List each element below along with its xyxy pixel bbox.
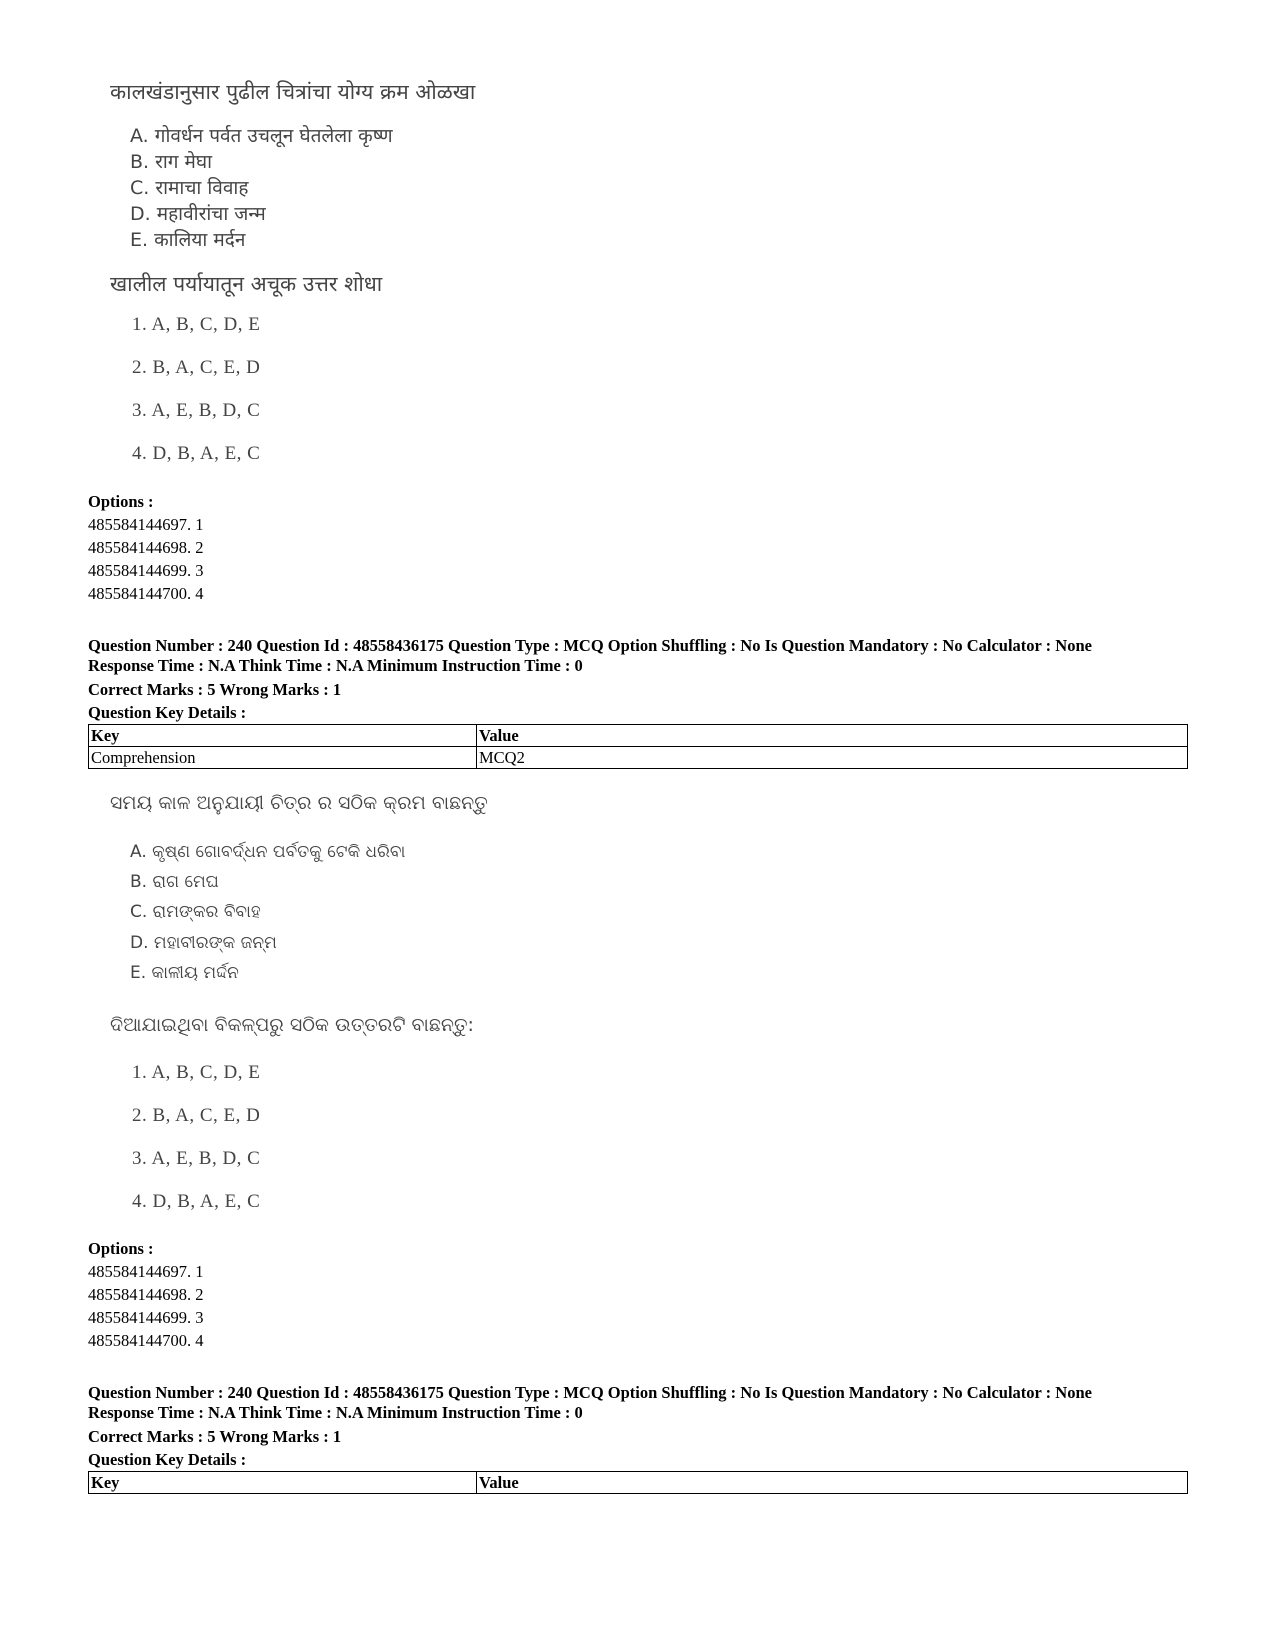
options-section (88, 1237, 1188, 1352)
question-header (88, 1383, 1188, 1494)
option-item: 485584144700. 4 (88, 584, 204, 603)
question-stem: कालखंडानुसार पुढील चित्रांचा योग्य क्रम ओळखा (110, 80, 476, 104)
question-meta-line: Question Number : 240 Question Id : 48558436175 Question Type : MCQ Option Shuffling : No Is Question Mandatory : No Calculator : None (88, 1383, 1092, 1402)
statement-item: E. कालिया मर्दन (130, 229, 246, 251)
question-header (88, 636, 1188, 769)
statement-item: A. गोवर्धन पर्वत उचलून घेतलेला कृष्ण (130, 125, 393, 147)
question-timing-line: Response Time : N.A Think Time : N.A Minimum Instruction Time : 0 (88, 1403, 583, 1422)
answer-choice: 4. D, B, A, E, C (132, 443, 261, 464)
option-item: 485584144697. 1 (88, 1262, 204, 1281)
table-header-value: Value (477, 1472, 1188, 1494)
options-section (88, 490, 1188, 605)
statement-item: A. କୃଷ୍ଣ ଗୋବର୍ଦ୍ଧନ ପର୍ବତକୁ ଟେକି ଧରିବା (130, 842, 406, 862)
statement-item: D. ମହାବୀରଙ୍କ ଜନ୍ମ (130, 933, 277, 953)
key-details-label: Question Key Details : (88, 1450, 247, 1469)
answer-choice: 3. A, E, B, D, C (132, 1148, 261, 1169)
table-cell-value: MCQ2 (477, 747, 1188, 769)
key-details-table (88, 1471, 1188, 1494)
answer-choice: 1. A, B, C, D, E (132, 314, 261, 335)
option-item: 485584144699. 3 (88, 561, 204, 580)
statement-item: B. राग मेघा (130, 151, 213, 173)
statement-item: C. ରାମଙ୍କର ବିବାହ (130, 902, 261, 922)
statement-item: D. महावीरांचा जन्म (130, 203, 266, 225)
table-row (89, 747, 1188, 769)
answer-choice: 4. D, B, A, E, C (132, 1191, 261, 1212)
marks-line: Correct Marks : 5 Wrong Marks : 1 (88, 1427, 342, 1446)
table-header-value: Value (477, 725, 1188, 747)
option-item: 485584144698. 2 (88, 1285, 204, 1304)
question-stem: ସମୟ କାଳ ଅନୁଯାୟୀ ଚିତ୍ର ର ସଠିକ କ୍ରମ ବାଛନ୍ତୁ (110, 792, 488, 814)
statement-item: B. ରାଗ ମେଘ (130, 872, 219, 892)
key-details-table (88, 724, 1188, 769)
option-item: 485584144697. 1 (88, 515, 204, 534)
option-item: 485584144699. 3 (88, 1308, 204, 1327)
answer-choice: 2. B, A, C, E, D (132, 357, 261, 378)
table-header-row (89, 725, 1188, 747)
answer-prompt: ଦିଆଯାଇଥିବା ବିକଳ୍ପରୁ ସଠିକ ଉତ୍ତରଟି ବାଛନ୍ତୁ: (110, 1014, 474, 1036)
question-meta-line: Question Number : 240 Question Id : 48558436175 Question Type : MCQ Option Shuffling : No Is Question Mandatory : No Calculator : None (88, 636, 1092, 655)
question-timing-line: Response Time : N.A Think Time : N.A Minimum Instruction Time : 0 (88, 656, 583, 675)
options-label: Options : (88, 1239, 154, 1258)
answer-choice: 2. B, A, C, E, D (132, 1105, 261, 1126)
table-header-row (89, 1472, 1188, 1494)
table-cell-key: Comprehension (89, 747, 477, 769)
option-item: 485584144698. 2 (88, 538, 204, 557)
answer-choice: 1. A, B, C, D, E (132, 1062, 261, 1083)
key-details-label: Question Key Details : (88, 703, 247, 722)
statement-item: E. କାଳୀୟ ମର୍ଦ୍ଦନ (130, 963, 239, 983)
answer-choice: 3. A, E, B, D, C (132, 400, 261, 421)
option-item: 485584144700. 4 (88, 1331, 204, 1350)
statement-item: C. रामाचा विवाह (130, 177, 249, 199)
marks-line: Correct Marks : 5 Wrong Marks : 1 (88, 680, 342, 699)
table-header-key: Key (89, 1472, 477, 1494)
answer-prompt: खालील पर्यायातून अचूक उत्तर शोधा (110, 272, 383, 296)
options-label: Options : (88, 492, 154, 511)
table-header-key: Key (89, 725, 477, 747)
